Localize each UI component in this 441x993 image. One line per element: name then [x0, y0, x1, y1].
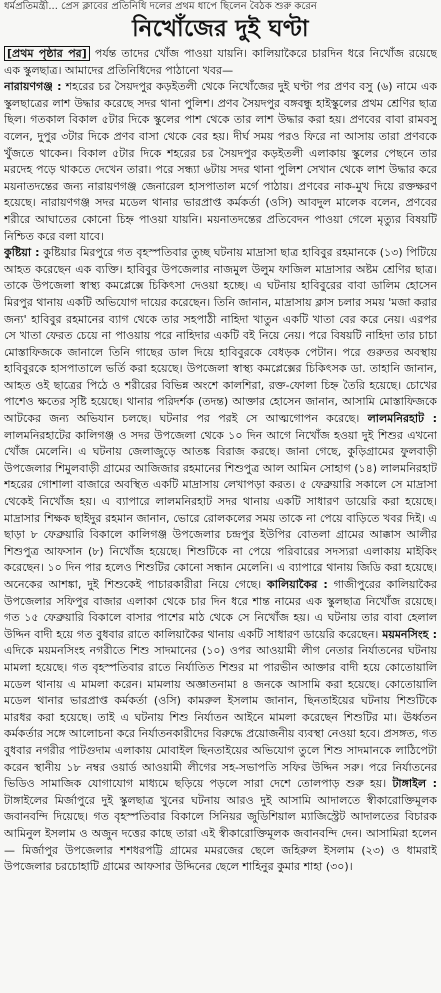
report-text: টাঙ্গাইলের মির্জাপুরে দুই স্কুলছাত্র খুনের ঘটনায় আরও দুই আসামি আদালতে স্বীকারোক্তিমূলক জবানবন্দি দিয়েছে। গত বৃহস্পতিবার বিকালে সিনিয়র জুডিশিয়াল ম্যাজিস্ট্রেট আদালতের বিচারক আমিনুল ইসলাম ও অজুন দত্তের কাছে তারা এই স্বীকারোক্তিমূলক জবানবন্দি দেন। আসামিরা হলেন— মির্জাপুর উপজেলার শশধরপট্টি গ্রামের মমরজের ছেলে জহিরুল ইসলাম (২৩) ও ধামরাই উপজেলার চরচোহাটি গ্রামের আফসার উদ্দিনের ছেলে শাহিনুর কুমার শাহা (৩০)। — [4, 793, 437, 874]
dateline-kaliakoir: কালিয়াকৈর : — [267, 578, 328, 591]
continued-from-front-page-label: [প্রথম পৃষ্ঠার পর] — [4, 46, 90, 61]
intro-text: পর্যন্ত তাদের খোঁজ পাওয়া যায়নি। কালিয়াকৈরে চারদিন ধরে নিখোঁজ রয়েছে এক স্কুলছাত্র। আমাদের প্রতিনিধিদের পাঠানো খবর— — [4, 47, 437, 77]
report-paragraph — [4, 79, 437, 245]
dateline-mymensingh: ময়মনসিংহ : — [382, 627, 437, 641]
report-text: গাজীপুরের কালিয়াকৈর উপজেলার সফিপুর বাজার এলাকা থেকে চার দিন ধরে শান্ত নামের এক স্কুলছাত্র নিখোঁজ রয়েছে। গত ১৫ ফেব্রুয়ারি বিকালে বাসার পাশের মাঠ থেকে সে নিখোঁজ হয়। এ ঘটনায় তার বাবা হেলাল উদ্দিন বাদী হয়ে গত বুধবার রাতে কালিয়াকৈর থানায় একটি সাধারণ ডায়েরি করেছেন। — [4, 578, 437, 641]
report-paragraph — [4, 245, 437, 876]
report-text: এদিকে ময়মনসিংহ নগরীতে শিশু সাদমানের (১০) ওপর আওয়ামী লীগ নেতার নির্যাতনের ঘটনায় মামলা হয়েছে। গত বৃহস্পতিবার রাতে নির্যাতিত শিশুর মা পারভীন আক্তার বাদী হয়ে কোতোয়ালি মডেল থানায় এ মামলা করেন। মামলায় অজ্ঞাতনামা ৪ জনকে আসামি করা হয়েছে। কোতোয়ালি মডেল থানার ভারপ্রাপ্ত কর্মকর্তা (ওসি) কামরুল ইসলাম জানান, ছিনতাইয়ের ঘটনায় শিশুটিকে মারধর করা হয়েছে। তাই এ ঘটনায় শিশু নির্যাতন আইনে মামলা করেছেন শিশুটির মা। ঊর্ধ্বতন কর্মকর্তার সঙ্গে আলোচনা করে নির্যাতনকারীদের বিরুদ্ধে প্রয়োজনীয় ব্যবস্থা নেওয়া হবে। প্রসঙ্গত, গত বুধবার নগরীর পাটগুদাম এলাকায় মোবাইল ছিনতাইয়ের অভিযোগ তুলে শিশু সাদমানকে লাঠিপেটা করেন স্থানীয় ১৮ নম্বর ওয়ার্ড আওয়ামী লীগের সহ-সভাপতি সফির উদ্দিন সরু। পরে নির্যাতনের ভিডিও সামাজিক যোগাযোগ মাধ্যমে ছড়িয়ে পড়লে সারা দেশে তোলপাড় শুরু হয়। — [4, 644, 437, 791]
dateline-narayanganj: নারায়ণগঞ্জ : — [4, 80, 62, 94]
report-text: কুষ্টিয়ার মিরপুরে গত বৃহস্পতিবার তুচ্ছ ঘটনায় মাদ্রাসা ছাত্র হাবিবুর রহমানকে (১৩) পিটিয়ে আহত করেছেন এক ব্যক্তি। হাবিবুর উপজেলার নাজমুল উলুম ফাজিল মাদ্রাসার অষ্টম শ্রেণির ছাত্র। তাকে উপজেলা স্বাস্থ্য কমপ্লেক্সে চিকিৎসা দেওয়া হচ্ছে। এ ঘটনায় হাবিবুরের বাবা ডালিম হোসেন মিরপুর থানায় একটি অভিযোগ দায়ের করেছেন। তিনি জানান, মাদ্রাসায় ক্লাস চলার সময় 'মজা করার জন্য' হাবিবুর রহমানের ব্যাগ থেকে তার সহপাঠী নাহিদা খাতুন একটি খাতা বের করে নেয়। এরপর সে খাতা ফেরত চেয়ে না পাওয়ায় পরে নাহিদার একটি বই নিয়ে নেয়। পরে বিষয়টি নাহিদা তার চাচা মোস্তাফিজকে জানালে তিনি গাছের ডাল দিয়ে হাবিবুরকে বেধড়ক পেটান। পরে গুরুতর অবস্থায় হাবিবুরকে হাসপাতালে ভর্তি করা হয়েছে। উপজেলা স্বাস্থ্য কমপ্লেক্সের চিকিৎসক ডা. তাহানি জানান, আহত ওই ছাত্রের পিঠে ও শরীরের বিভিন্ন অংশে কালশিরা, রক্ত-ফোলা চিহ্ন তৈরি হয়েছে। চোখের পাশেও ক্ষতের সৃষ্টি হয়েছে। থানার পরিদর্শক (তদন্ত) আক্তার হোসেন জানান, আসামি মোস্তাফিজকে আটকের জন্য অভিযান চলছে। ঘটনার পর পরই সে আত্মগোপন করেছে। — [4, 246, 437, 426]
article-headline: নিখোঁজের দুই ঘণ্টা — [132, 15, 309, 42]
report-text: শহরের চর সৈয়দপুর কড়ইতলী থেকে নিখোঁজের দুই ঘণ্টা পর প্রণব বসু (৬) নামে এক স্কুলছাত্রের লাশ উদ্ধার করেছে সদর থানা পুলিশ। প্রণব সৈয়দপুর বঙ্গবন্ধু হাইস্কুলের প্রথম শ্রেণির ছাত্র ছিল। গতকাল বিকাল ৫টার দিকে স্কুলের পাশ থেকে তার লাশ উদ্ধার করা হয়। প্রণবের বাবা রামবসু বলেন, দুপুর ৩টার দিকে প্রণব বাসা থেকে বের হয়। দীর্ঘ সময় পরও ফিরে না আসায় তারা প্রণবকে খুঁজতে থাকেন। বিকাল ৫টার দিকে শহরের চর সৈয়দপুর কড়ইতলী এলাকায় স্কুলের পেছনে তার মরদেহ পড়ে থাকতে দেখেন তারা। পরে সন্ধ্যা ৬টায় সদর থানা পুলিশ সেখান থেকে লাশ উদ্ধার করে ময়নাতদন্তের জন্য নারায়ণগঞ্জ জেনারেল হাসপাতাল মর্গে পাঠায়। প্রণবের নাক-মুখ দিয়ে রক্তক্ষরণ হয়েছে। নারায়ণগঞ্জ সদর মডেল থানার ভারপ্রাপ্ত কর্মকর্তা (ওসি) আবদুল মালেক বলেন, প্রণবের শরীরে আঘাতের কোনো চিহ্ন পাওয়া যায়নি। ময়নাতদন্তের প্রতিবেদন পাওয়া গেলে মৃত্যুর বিষয়টি নিশ্চিত করে বলা যাবে। — [4, 80, 437, 243]
cut-off-previous-line: ধর্মপ্রতিমন্ত্রী... প্রেস ক্লাবের প্রতিনিধি দলের প্রথম ধাপে ছিলেন বৈঠক শুরু করেন — [4, 1, 317, 12]
dateline-lalmonirhat: লালমনিরহাট : — [367, 412, 437, 426]
report-text: লালমনিরহাটের কালিগঞ্জ ও সদর উপজেলা থেকে ১০ দিন আগে নিখোঁজ হওয়া দুই শিশুর এখনো খোঁজ মেলেনি। এ ঘটনায় জেলাজুড়ে আতঙ্ক বিরাজ করছে। জানা গেছে, কুড়িগ্রামের ফুলবাড়ী উপজেলার শিমুলবাড়ী গ্রামের আজিজার রহমানের শিশুপুত্র আল আমিন সোহাগ (১৪) লালমনিরহাট শহরের গোশালা বাজারে অবস্থিত একটি মাদ্রাসায় লেখাপড়া করত। ৫ ফেব্রুয়ারি সকালে সে মাদ্রাসা থেকেই নিখোঁজ হয়। এ ব্যাপারে লালমনিরহাট সদর থানায় একটি সাধারণ ডায়েরি করা হয়েছে। মাদ্রাসার শিক্ষক ছাইদুর রহমান জানান, ভোরে রোলকলের সময় তাকে না পেয়ে বাড়িতে খবর দিই। এ ছাড়া ৮ ফেব্রুয়ারি বিকালে কালিগঞ্জ উপজেলার চন্দ্রপুর ইউপির বোতলা গ্রামের আক্কাস আলীর শিশুপুত্র আফসান (৮) নিখোঁজ হয়েছে। শিশুটিকে না পেয়ে পরিবারের সদস্যরা এলাকায় মাইকিং করেছেন। ১০ দিন পার হলেও শিশুটির কোনো সন্ধান মেলেনি। এ ব্যাপারে থানায় জিডি করা হয়েছে। অনেকের আশঙ্কা, দুই শিশুকেই পাচারকারীরা নিয়ে গেছে। — [4, 428, 437, 591]
dateline-tangail: টাঙ্গাইল : — [392, 777, 437, 791]
article-body — [4, 46, 437, 991]
intro-paragraph — [4, 46, 437, 79]
dateline-kushtia: কুষ্টিয়া : — [4, 246, 40, 260]
